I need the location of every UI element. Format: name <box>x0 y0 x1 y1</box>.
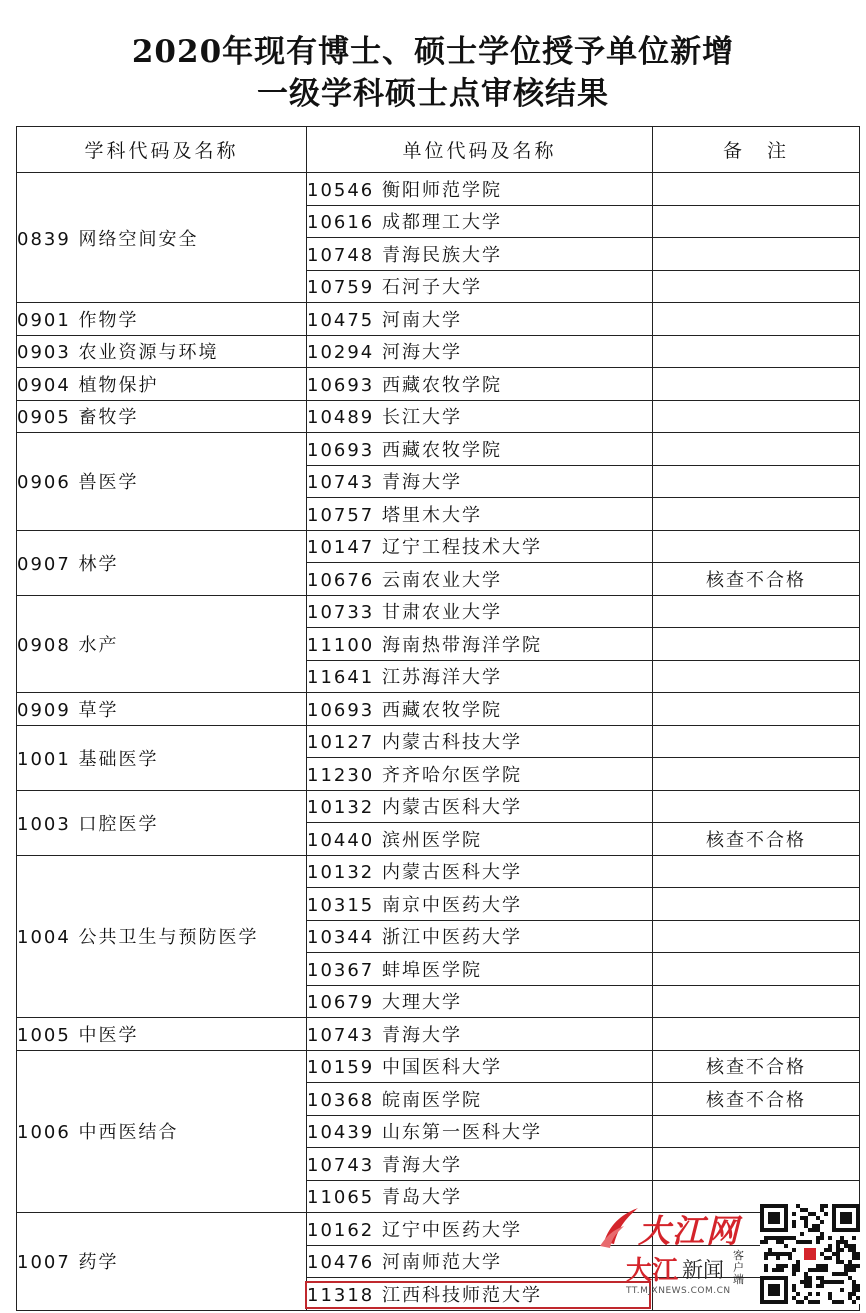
note-cell <box>653 173 860 206</box>
table-row <box>17 530 860 563</box>
page-title-line1: 2020年现有博士、硕士学位授予单位新增 <box>131 34 735 70</box>
unit-cell: 10159 中国医科大学 <box>307 1050 653 1083</box>
note-cell <box>653 693 860 726</box>
note-cell <box>653 270 860 303</box>
table-row <box>17 335 860 368</box>
unit-cell: 10489 长江大学 <box>307 400 653 433</box>
note-cell <box>653 335 860 368</box>
note-cell <box>653 1115 860 1148</box>
unit-cell: 10757 塔里木大学 <box>307 498 653 531</box>
subject-cell: 1007 药学 <box>17 1213 307 1311</box>
watermark-client: 客户端 <box>733 1249 744 1286</box>
unit-cell: 10743 青海大学 <box>307 1018 653 1051</box>
unit-cell: 11318 江西科技师范大学 <box>307 1278 653 1311</box>
qr-code-icon <box>760 1204 860 1304</box>
note-cell <box>653 1148 860 1181</box>
subject-cell: 0907 林学 <box>17 530 307 595</box>
page-title-line2: 一级学科硕士点审核结果 <box>257 76 609 112</box>
note-cell <box>653 465 860 498</box>
note-cell <box>653 400 860 433</box>
table-row <box>17 303 860 336</box>
unit-cell: 10294 河海大学 <box>307 335 653 368</box>
watermark-url: TT.MJXNEWS.COM.CN <box>626 1286 731 1296</box>
unit-cell: 10759 石河子大学 <box>307 270 653 303</box>
table-row <box>17 400 860 433</box>
unit-cell: 10679 大理大学 <box>307 985 653 1018</box>
note-cell <box>653 953 860 986</box>
unit-cell: 11100 海南热带海洋学院 <box>307 628 653 661</box>
unit-cell: 10368 皖南医学院 <box>307 1083 653 1116</box>
subject-cell: 0908 水产 <box>17 595 307 693</box>
unit-cell: 10676 云南农业大学 <box>307 563 653 596</box>
table-row <box>17 725 860 758</box>
table-row <box>17 595 860 628</box>
unit-cell: 10367 蚌埠医学院 <box>307 953 653 986</box>
subject-cell: 0903 农业资源与环境 <box>17 335 307 368</box>
note-cell <box>653 303 860 336</box>
note-cell <box>653 920 860 953</box>
subject-cell: 0909 草学 <box>17 693 307 726</box>
note-cell: 核查不合格 <box>653 823 860 856</box>
watermark-logo <box>600 1200 866 1313</box>
unit-cell: 10693 西藏农牧学院 <box>307 693 653 726</box>
subject-cell: 0839 网络空间安全 <box>17 173 307 303</box>
table-row <box>17 433 860 466</box>
watermark-brand: 大江网 <box>638 1212 741 1250</box>
unit-cell: 10476 河南师范大学 <box>307 1245 653 1278</box>
unit-cell: 10147 辽宁工程技术大学 <box>307 530 653 563</box>
unit-cell: 10162 辽宁中医药大学 <box>307 1213 653 1246</box>
note-cell <box>653 530 860 563</box>
table-row <box>17 790 860 823</box>
note-cell <box>653 205 860 238</box>
note-cell: 核查不合格 <box>653 1050 860 1083</box>
unit-cell: 11065 青岛大学 <box>307 1180 653 1213</box>
result-table <box>16 126 860 1311</box>
unit-cell: 10439 山东第一医科大学 <box>307 1115 653 1148</box>
note-cell <box>653 433 860 466</box>
table-header-row <box>17 127 860 173</box>
subject-cell: 1003 口腔医学 <box>17 790 307 855</box>
table-row <box>17 368 860 401</box>
subject-cell: 0901 作物学 <box>17 303 307 336</box>
note-cell <box>653 855 860 888</box>
table-body <box>17 173 860 1311</box>
note-cell: 核查不合格 <box>653 563 860 596</box>
unit-cell: 10315 南京中医药大学 <box>307 888 653 921</box>
unit-cell: 11641 江苏海洋大学 <box>307 660 653 693</box>
note-cell <box>653 595 860 628</box>
unit-cell: 10132 内蒙古医科大学 <box>307 790 653 823</box>
subject-cell: 1006 中西医结合 <box>17 1050 307 1213</box>
unit-cell: 10546 衡阳师范学院 <box>307 173 653 206</box>
note-cell <box>653 1018 860 1051</box>
subject-cell: 0904 植物保护 <box>17 368 307 401</box>
subject-cell: 1001 基础医学 <box>17 725 307 790</box>
table-row <box>17 693 860 726</box>
unit-cell: 10132 内蒙古医科大学 <box>307 855 653 888</box>
subject-cell: 1005 中医学 <box>17 1018 307 1051</box>
header-unit: 单位代码及名称 <box>307 127 653 173</box>
note-cell <box>653 985 860 1018</box>
note-cell <box>653 888 860 921</box>
watermark-news: 新闻 <box>682 1258 724 1282</box>
subject-cell: 0905 畜牧学 <box>17 400 307 433</box>
brand-swoosh-icon <box>600 1204 640 1248</box>
header-subject: 学科代码及名称 <box>17 127 307 173</box>
unit-cell: 10440 滨州医学院 <box>307 823 653 856</box>
table-row <box>17 855 860 888</box>
table-row <box>17 1050 860 1083</box>
header-note: 备 注 <box>653 127 860 173</box>
unit-cell: 10743 青海大学 <box>307 1148 653 1181</box>
subject-cell: 0906 兽医学 <box>17 433 307 531</box>
unit-cell: 10693 西藏农牧学院 <box>307 433 653 466</box>
note-cell <box>653 368 860 401</box>
subject-cell: 1004 公共卫生与预防医学 <box>17 855 307 1018</box>
unit-cell: 10748 青海民族大学 <box>307 238 653 271</box>
watermark-news-red: 大江 <box>626 1256 679 1286</box>
table-row <box>17 1018 860 1051</box>
note-cell <box>653 660 860 693</box>
table-row <box>17 173 860 206</box>
note-cell <box>653 790 860 823</box>
note-cell <box>653 498 860 531</box>
note-cell <box>653 725 860 758</box>
unit-cell: 11230 齐齐哈尔医学院 <box>307 758 653 791</box>
unit-cell: 10743 青海大学 <box>307 465 653 498</box>
unit-cell: 10127 内蒙古科技大学 <box>307 725 653 758</box>
unit-cell: 10733 甘肃农业大学 <box>307 595 653 628</box>
note-cell <box>653 628 860 661</box>
unit-cell: 10475 河南大学 <box>307 303 653 336</box>
note-cell <box>653 238 860 271</box>
unit-cell: 10616 成都理工大学 <box>307 205 653 238</box>
unit-cell: 10693 西藏农牧学院 <box>307 368 653 401</box>
unit-cell: 10344 浙江中医药大学 <box>307 920 653 953</box>
note-cell: 核查不合格 <box>653 1083 860 1116</box>
note-cell <box>653 758 860 791</box>
